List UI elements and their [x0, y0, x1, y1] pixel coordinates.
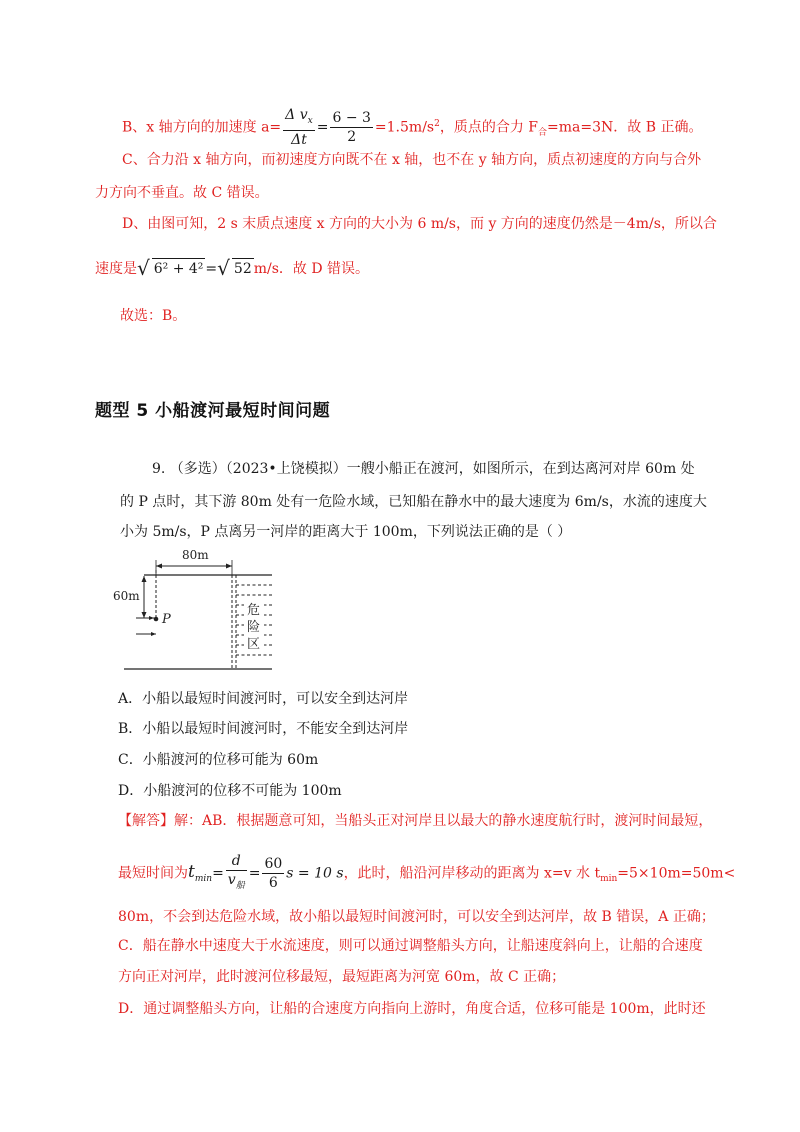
question-line2: 的 P 点时，其下游 80m 处有一危险水域，已知船在静水中的最大速度为 6m/s，水流的速度大 [120, 494, 707, 510]
question-line3: 小为 5m/s，P 点离另一河岸的距离大于 100m，下列说法正确的是（ ） [120, 524, 572, 540]
option-c: C．小船渡河的位移可能为 60m [118, 752, 319, 768]
river-figure [110, 548, 280, 676]
option-a: A．小船以最短时间渡河时，可以安全到达河岸 [118, 691, 409, 707]
option-b: B．小船以最短时间渡河时，不能安全到达河岸 [118, 721, 409, 737]
label-60m: 60m [113, 589, 140, 603]
dim-80m-arrow-right [226, 564, 232, 569]
danger-label-2: 险 [247, 620, 261, 635]
answer-line: 故选：B。 [120, 308, 187, 324]
section-title: 题型 5 小船渡河最短时间问题 [95, 401, 331, 421]
fraction-d-over-v: $\frac{d}{v_船}$ [227, 853, 245, 891]
solution-d-line1: D、由图可知，2 s 末质点速度 x 方向的大小为 6 m/s，而 y 方向的速度仍然是－4m/s，所以合 [122, 216, 717, 232]
solution-line5: 方向正对河岸，此时渡河位移最短，最短距离为河宽 60m，故 C 正确； [118, 969, 566, 985]
point-p [154, 617, 159, 622]
danger-label-1: 危 [247, 603, 261, 618]
dim-60m-arrow-bottom [142, 612, 147, 618]
fraction-60-over-6: $\frac{60}{6}$ [264, 855, 283, 891]
sqrt-expression: 6² + 4² [152, 258, 206, 279]
solution-line4: C．船在静水中速度大于水流速度，则可以通过调整船头方向，让船速度斜向上，让船的合速度 [118, 938, 703, 954]
solution-line1: 【解答】解：AB．根据题意可知，当船头正对河岸且以最大的静水速度航行时，渡河时间最短， [118, 813, 713, 829]
option-d: D．小船渡河的位移不可能为 100m [118, 783, 342, 799]
sqrt-value: 52 [232, 258, 254, 279]
sqrt-symbol: √ [137, 256, 150, 280]
dim-80m-arrow-left [156, 564, 162, 569]
label-p: P [162, 612, 171, 627]
solution-line2: 最短时间为$t_{min}=$ $\frac{d}{v_船}$ = $\frac{60}{6}$ s = 10 s，此时，船沿河岸移动的距离为 x=v 水 $t_{min}=5\times 10m=50m<$ [118, 852, 735, 895]
solution-c-line1: C、合力沿 x 轴方向，而初速度方向既不在 x 轴，也不在 y 轴方向，质点初速度的方向与合外 [122, 152, 702, 168]
solution-b-line: B、x 轴方向的加速度 a= $\frac{\Delta v_x}{\Delta t}$ = $\frac{6 - 3}{2}$ $=1.5m/s^2$，质点的合力 $F_合=ma=3N$．故 B 正确。 [122, 107, 703, 148]
dim-60m-arrow-top [142, 576, 147, 582]
solution-c-line2: 力方向不垂直。故 C 错误。 [95, 185, 269, 201]
fraction-6-3-over-2: $\frac{6 - 3}{2}$ [332, 109, 371, 145]
solution-line6: D．通过调整船头方向，让船的合速度方向指向上游时，角度合适，位移可能是 100m，此时还 [118, 1001, 706, 1017]
solution-b-prefix: B、x 轴方向的加速度 a= [122, 119, 282, 136]
solution-line3: 80m，不会到达危险水域，故小船以最短时间渡河时，可以安全到达河岸，故 B 错误，A 正确； [118, 909, 715, 925]
question-line1: 9. （多选）（2023•上饶模拟）一艘小船正在渡河，如图所示，在到达离河对岸 60m 处 [152, 461, 695, 477]
solution-d-line2: 速度是√ 6² + 4² =√ 52 m/s．故 D 错误。 [95, 256, 370, 280]
label-80m: 80m [182, 548, 209, 562]
danger-label-3: 区 [247, 637, 261, 652]
fraction-dv-dt: $\frac{\Delta v_x}{\Delta t}$ [285, 107, 313, 148]
